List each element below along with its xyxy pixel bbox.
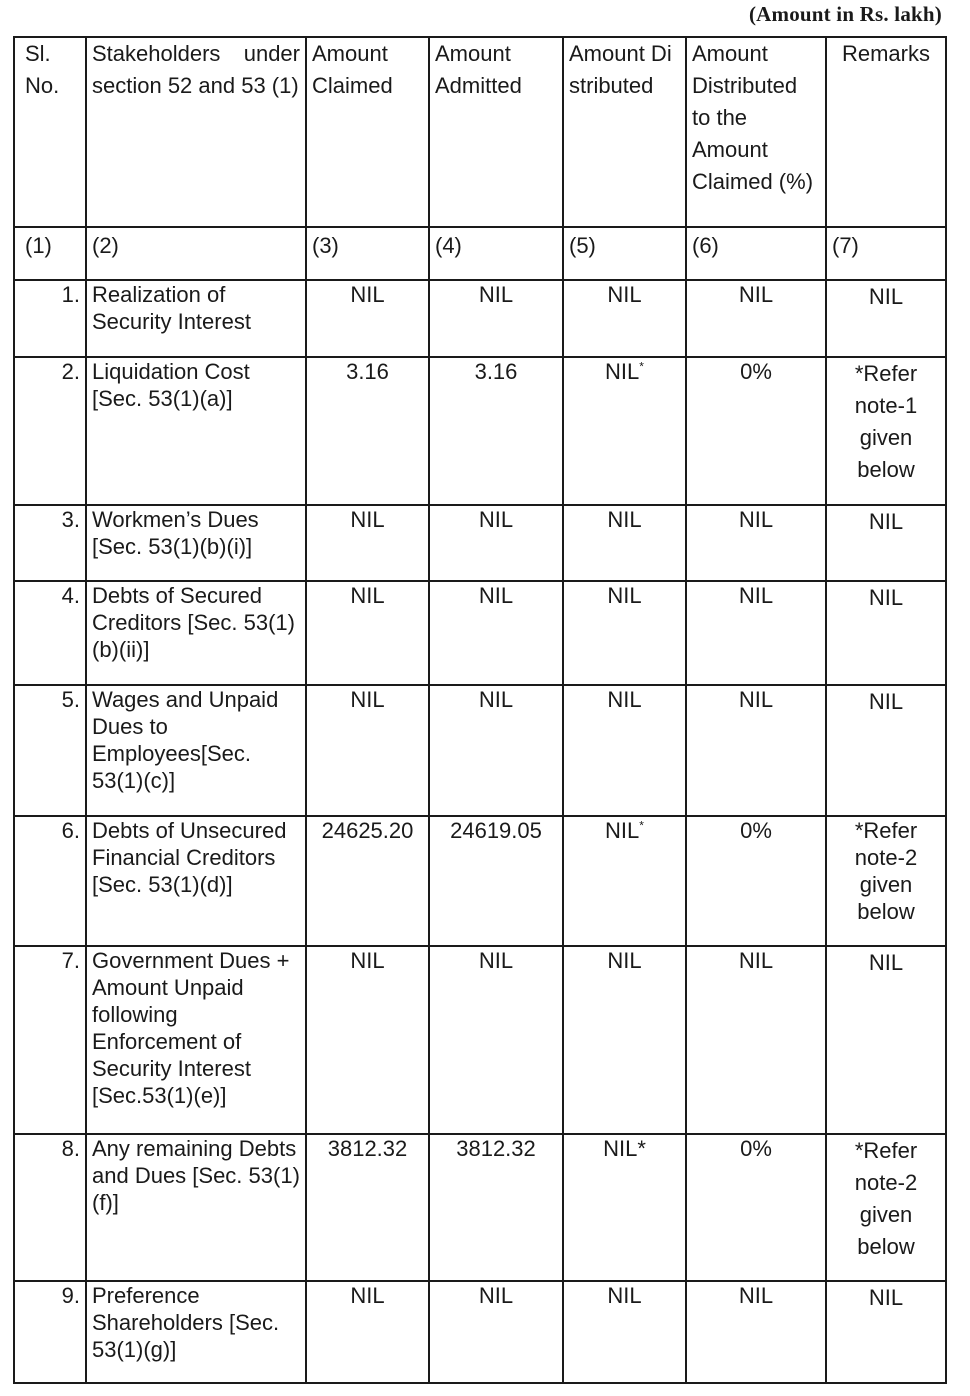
table-row	[14, 505, 946, 581]
row-amount-admitted: NIL	[429, 581, 563, 685]
row-distributed-percent: NIL	[686, 280, 826, 357]
row-distributed-percent: NIL	[686, 581, 826, 685]
footnote-marker: *	[639, 818, 644, 833]
row-amount-admitted: NIL	[429, 505, 563, 581]
header-distributed-percent: Amount Distributed to the Amount Claimed (%)	[686, 37, 826, 227]
header-amount-distributed: Amount Distributed	[563, 37, 686, 227]
row-remarks: NIL	[826, 946, 946, 1134]
distributed-value: NIL	[607, 948, 642, 973]
row-distributed-percent: NIL	[686, 946, 826, 1134]
row-stakeholder: Workmen’s Dues [Sec. 53(1)(b)(i)]	[86, 505, 306, 581]
row-sl-no: 5.	[14, 685, 86, 816]
column-number: (5)	[563, 227, 686, 280]
footnote-marker: *	[639, 359, 644, 374]
row-amount-distributed	[563, 685, 686, 816]
row-amount-admitted: NIL	[429, 685, 563, 816]
row-amount-claimed: NIL	[306, 685, 429, 816]
row-stakeholder: Liquidation Cost [Sec. 53(1)(a)]	[86, 357, 306, 505]
header-stakeholders: Stakeholders under section 52 and 53 (1)	[86, 37, 306, 227]
header-sl-no: Sl. No.	[14, 37, 86, 227]
row-stakeholder: Preference Shareholders [Sec. 53(1)(g)]	[86, 1281, 306, 1383]
table-row	[14, 946, 946, 1134]
row-stakeholder: Debts of Unsecured Financial Creditors [Sec. 53(1)(d)]	[86, 816, 306, 946]
row-amount-claimed: 24625.20	[306, 816, 429, 946]
distributed-value: NIL	[607, 282, 642, 307]
row-amount-claimed: NIL	[306, 1281, 429, 1383]
header-row	[14, 37, 946, 227]
row-sl-no: 6.	[14, 816, 86, 946]
row-sl-no: 3.	[14, 505, 86, 581]
column-number: (6)	[686, 227, 826, 280]
row-amount-distributed	[563, 280, 686, 357]
header-remarks: Remarks	[826, 37, 946, 227]
table-row	[14, 816, 946, 946]
distributed-value: NIL	[607, 1283, 642, 1308]
row-amount-admitted: NIL	[429, 1281, 563, 1383]
row-stakeholder: Wages and Unpaid Dues to Employees[Sec. 53(1)(c)]	[86, 685, 306, 816]
row-distributed-percent: 0%	[686, 1134, 826, 1281]
row-stakeholder: Government Dues + Amount Unpaid following Enforcement of Security Interest [Sec.53(1)(e)]	[86, 946, 306, 1134]
row-amount-distributed	[563, 1281, 686, 1383]
row-amount-distributed	[563, 581, 686, 685]
row-distributed-percent: NIL	[686, 505, 826, 581]
header-amount-admitted: Amount Admitted	[429, 37, 563, 227]
table-row	[14, 280, 946, 357]
row-amount-claimed: NIL	[306, 280, 429, 357]
column-number: (1)	[14, 227, 86, 280]
row-sl-no: 4.	[14, 581, 86, 685]
row-stakeholder: Any remaining Debts and Dues [Sec. 53(1)(f)]	[86, 1134, 306, 1281]
distributed-value: NIL*	[603, 1136, 646, 1161]
row-amount-distributed	[563, 946, 686, 1134]
row-amount-distributed	[563, 1134, 686, 1281]
row-amount-admitted: NIL	[429, 280, 563, 357]
table-row	[14, 581, 946, 685]
amount-unit-note: (Amount in Rs. lakh)	[748, 2, 942, 26]
distributed-value: NIL	[605, 818, 640, 843]
row-sl-no: 9.	[14, 1281, 86, 1383]
row-remarks: NIL	[826, 280, 946, 357]
row-amount-distributed	[563, 357, 686, 505]
row-remarks: NIL	[826, 581, 946, 685]
row-remarks: NIL	[826, 685, 946, 816]
row-amount-admitted: 24619.05	[429, 816, 563, 946]
row-amount-admitted: 3812.32	[429, 1134, 563, 1281]
table-row	[14, 1134, 946, 1281]
row-sl-no: 8.	[14, 1134, 86, 1281]
row-sl-no: 2.	[14, 357, 86, 505]
distributed-value: NIL	[607, 507, 642, 532]
row-distributed-percent: NIL	[686, 1281, 826, 1383]
column-number: (7)	[826, 227, 946, 280]
row-remarks: *Refer note-1 given below	[826, 357, 946, 505]
row-distributed-percent: 0%	[686, 816, 826, 946]
row-remarks: *Refer note-2 given below	[826, 1134, 946, 1281]
distributed-value: NIL	[607, 583, 642, 608]
row-amount-distributed	[563, 505, 686, 581]
distributed-value: NIL	[605, 359, 640, 384]
row-amount-claimed: 3812.32	[306, 1134, 429, 1281]
row-amount-claimed: NIL	[306, 946, 429, 1134]
row-remarks: NIL	[826, 505, 946, 581]
header-amount-claimed: Amount Claimed	[306, 37, 429, 227]
row-sl-no: 1.	[14, 280, 86, 357]
row-remarks: *Refer note-2 given below	[826, 816, 946, 946]
distribution-table	[13, 36, 947, 1384]
row-remarks: NIL	[826, 1281, 946, 1383]
column-number: (4)	[429, 227, 563, 280]
row-amount-claimed: 3.16	[306, 357, 429, 505]
row-amount-admitted: NIL	[429, 946, 563, 1134]
column-number-row	[14, 227, 946, 280]
row-amount-claimed: NIL	[306, 581, 429, 685]
table-row	[14, 357, 946, 505]
row-distributed-percent: NIL	[686, 685, 826, 816]
row-stakeholder: Realization of Security Interest	[86, 280, 306, 357]
row-distributed-percent: 0%	[686, 357, 826, 505]
row-amount-distributed	[563, 816, 686, 946]
column-number: (3)	[306, 227, 429, 280]
row-stakeholder: Debts of Secured Creditors [Sec. 53(1)(b)(ii)]	[86, 581, 306, 685]
table-row	[14, 685, 946, 816]
row-amount-admitted: 3.16	[429, 357, 563, 505]
table-row	[14, 1281, 946, 1383]
distributed-value: NIL	[607, 687, 642, 712]
column-number: (2)	[86, 227, 306, 280]
row-sl-no: 7.	[14, 946, 86, 1134]
row-amount-claimed: NIL	[306, 505, 429, 581]
